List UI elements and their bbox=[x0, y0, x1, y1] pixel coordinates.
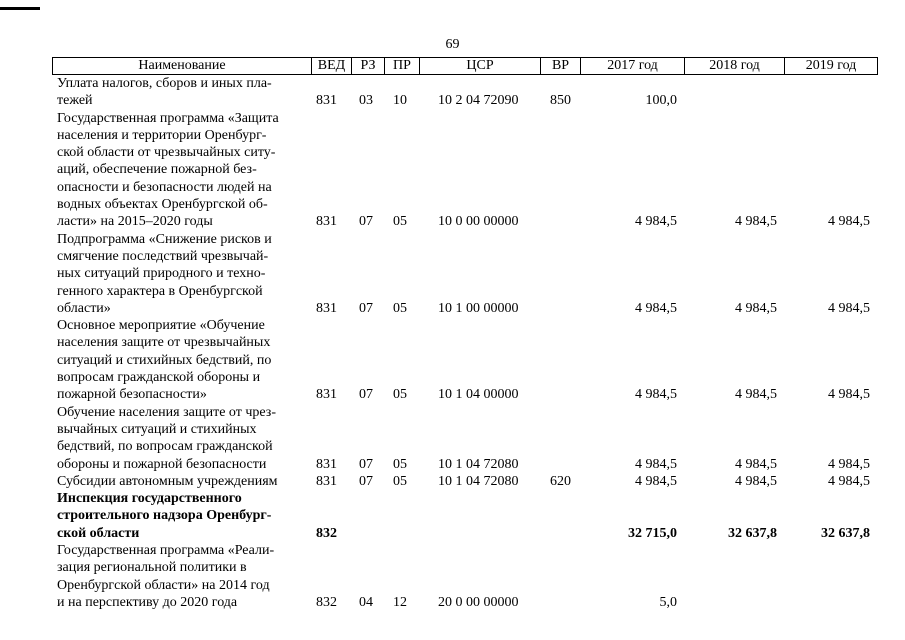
header-2018: 2018 год bbox=[684, 58, 784, 74]
cell-pr: 05 bbox=[393, 456, 407, 472]
row-name: Основное мероприятие «Обучение населения защите от чрезвычайных ситуаций и стихийных бедствий, по вопросам гражданской обороны и пожарной безопасности» bbox=[57, 318, 272, 403]
cell-pr: 12 bbox=[393, 594, 407, 610]
cell-ved: 831 bbox=[316, 93, 337, 109]
cell-y2019: 4 984,5 bbox=[828, 387, 870, 403]
cell-y2017: 4 984,5 bbox=[635, 456, 677, 472]
header-vr: ВР bbox=[540, 58, 580, 74]
table-row bbox=[0, 490, 905, 542]
header-rz: РЗ bbox=[351, 58, 384, 74]
table-row bbox=[0, 231, 905, 317]
table-row bbox=[0, 542, 905, 611]
table-row bbox=[0, 75, 905, 110]
cell-csr: 20 0 00 00000 bbox=[438, 594, 519, 610]
cell-y2018: 4 984,5 bbox=[735, 300, 777, 316]
header-pr: ПР bbox=[384, 58, 419, 74]
cell-ved: 832 bbox=[316, 525, 337, 541]
cell-ved: 831 bbox=[316, 300, 337, 316]
cell-ved: 831 bbox=[316, 214, 337, 230]
header-name: Наименование bbox=[138, 58, 226, 73]
cell-y2017: 100,0 bbox=[645, 93, 677, 109]
header-csr: ЦСР bbox=[419, 58, 540, 74]
cell-rz: 07 bbox=[359, 473, 373, 489]
cell-rz: 07 bbox=[359, 387, 373, 403]
cell-rz: 07 bbox=[359, 300, 373, 316]
header-ved: ВЕД bbox=[311, 58, 351, 74]
cell-y2018: 4 984,5 bbox=[735, 473, 777, 489]
table-row bbox=[0, 110, 905, 231]
top-rule bbox=[0, 7, 40, 10]
cell-ved: 831 bbox=[316, 456, 337, 472]
cell-y2017: 32 715,0 bbox=[628, 525, 677, 541]
row-name: Подпрограмма «Снижение рисков и смягчение последствий чрезвычай- ных ситуаций природного и техно- генного характера в Оренбургской области» bbox=[57, 231, 272, 316]
cell-pr: 05 bbox=[393, 387, 407, 403]
cell-y2019: 4 984,5 bbox=[828, 473, 870, 489]
cell-ved: 831 bbox=[316, 387, 337, 403]
cell-csr: 10 1 00 00000 bbox=[438, 300, 519, 316]
row-name: Субсидии автономным учреждениям bbox=[57, 473, 278, 489]
cell-ved: 832 bbox=[316, 594, 337, 610]
cell-y2019: 4 984,5 bbox=[828, 214, 870, 230]
cell-pr: 05 bbox=[393, 300, 407, 316]
cell-y2018: 4 984,5 bbox=[735, 456, 777, 472]
table-body bbox=[0, 75, 905, 611]
cell-y2017: 5,0 bbox=[659, 594, 677, 610]
header-2019: 2019 год bbox=[784, 58, 877, 74]
cell-pr: 10 bbox=[393, 93, 407, 109]
cell-y2018: 32 637,8 bbox=[728, 525, 777, 541]
cell-pr: 05 bbox=[393, 214, 407, 230]
cell-rz: 07 bbox=[359, 214, 373, 230]
row-name: Инспекция государственного строительного надзора Оренбург- ской области bbox=[57, 491, 272, 541]
header-2017: 2017 год bbox=[580, 58, 684, 74]
cell-csr: 10 1 04 72080 bbox=[438, 473, 519, 489]
cell-y2017: 4 984,5 bbox=[635, 473, 677, 489]
cell-csr: 10 1 04 72080 bbox=[438, 456, 519, 472]
page-number: 69 bbox=[445, 37, 460, 52]
cell-y2017: 4 984,5 bbox=[635, 300, 677, 316]
table-row bbox=[0, 317, 905, 403]
cell-y2019: 4 984,5 bbox=[828, 300, 870, 316]
cell-pr: 05 bbox=[393, 473, 407, 489]
cell-csr: 10 2 04 72090 bbox=[438, 93, 519, 109]
row-name: Обучение населения защите от чрез- вычайных ситуаций и стихийных бедствий, по вопросам гражданской обороны и пожарной безопасности bbox=[57, 404, 276, 472]
cell-rz: 03 bbox=[359, 93, 373, 109]
cell-y2017: 4 984,5 bbox=[635, 214, 677, 230]
cell-csr: 10 0 00 00000 bbox=[438, 214, 519, 230]
row-name: Государственная программа «Защита населения и территории Оренбург- ской области от чрезвычайных ситу- аций, обеспечение пожарной без- опасности и безопасности людей на водных объектах Оренбургской об- ласти» на 2015–2020 годы bbox=[57, 110, 279, 230]
cell-y2018: 4 984,5 bbox=[735, 214, 777, 230]
cell-rz: 04 bbox=[359, 594, 373, 610]
table-row bbox=[0, 473, 905, 490]
cell-y2017: 4 984,5 bbox=[635, 387, 677, 403]
cell-vr: 850 bbox=[550, 93, 571, 109]
table-header bbox=[52, 57, 878, 75]
cell-y2019: 4 984,5 bbox=[828, 456, 870, 472]
cell-csr: 10 1 04 00000 bbox=[438, 387, 519, 403]
row-name: Уплата налогов, сборов и иных пла- тежей bbox=[57, 76, 272, 109]
cell-vr: 620 bbox=[550, 473, 571, 489]
cell-ved: 831 bbox=[316, 473, 337, 489]
cell-rz: 07 bbox=[359, 456, 373, 472]
cell-y2018: 4 984,5 bbox=[735, 387, 777, 403]
table-row bbox=[0, 404, 905, 473]
row-name: Государственная программа «Реали- зация региональной политики в Оренбургской области» на 2014 год и на перспективу до 2020 года bbox=[57, 543, 275, 610]
cell-y2019: 32 637,8 bbox=[821, 525, 870, 541]
